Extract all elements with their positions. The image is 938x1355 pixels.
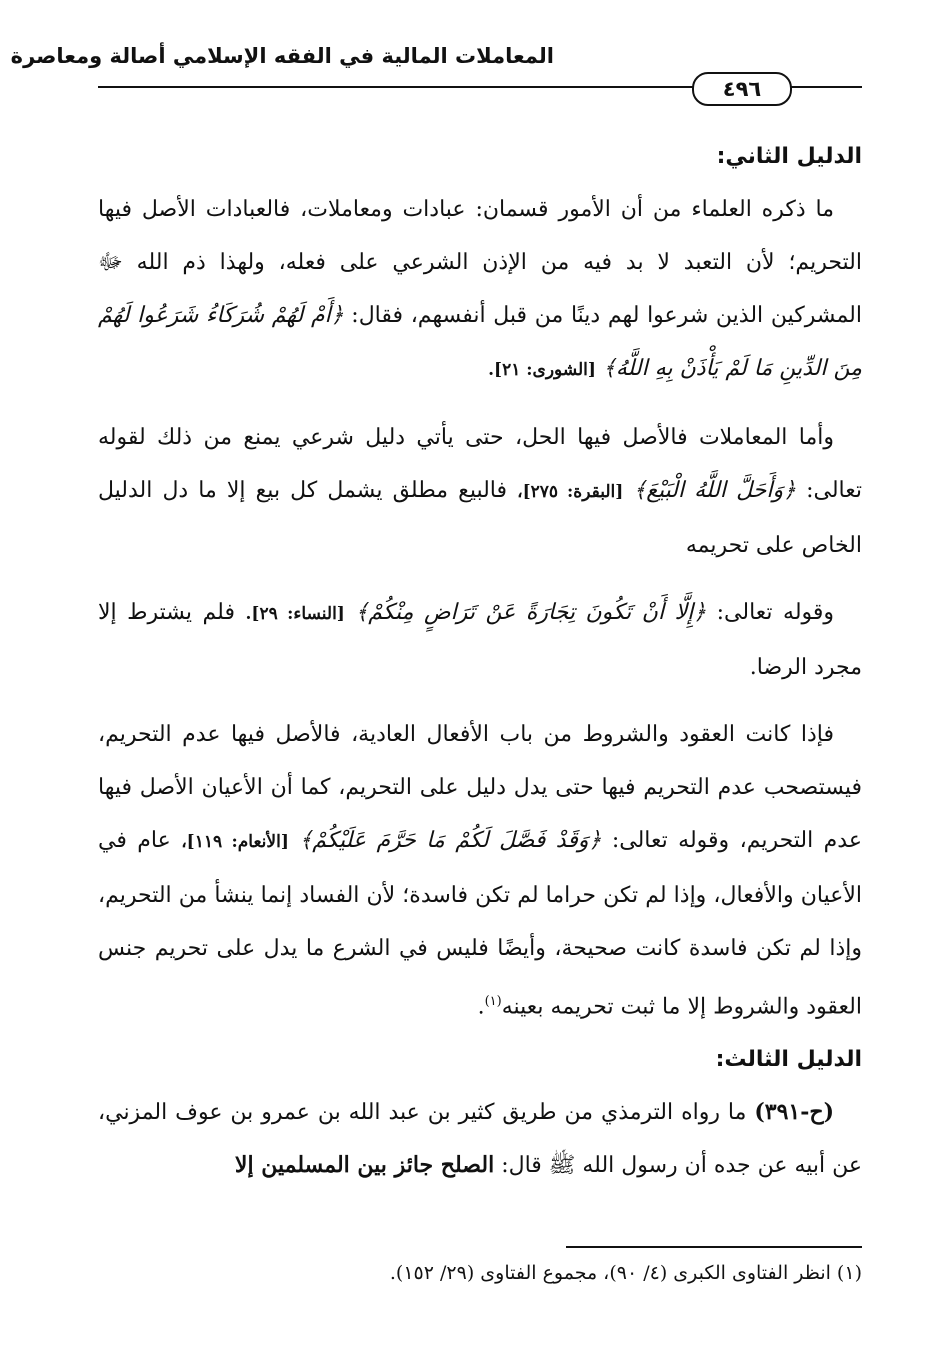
verse-reference: [النساء: ٢٩]. [245,604,345,624]
footnote-separator [566,1246,862,1248]
hadith-text-bold: الصلح جائز بين المسلمين إلا [234,1152,495,1179]
paragraph-2 [98,411,862,572]
p4-text-a: فإذا كانت العقود والشروط من باب الأفعال العادية، فالأصل فيها عدم التحريم، فيستصحب عدم التحريم فيها حتى يدل دليل على التحريم، كما أن الأعيان الأصل فيها عدم التحريم، وقوله تعالى: [98,722,862,853]
page-number: ٤٩٦ [692,72,792,106]
verse-reference: [البقرة: ٢٧٥]، [517,482,624,502]
p1-text: ما ذكره العلماء من أن الأمور قسمان: عبادات ومعاملات، فالعبادات الأصل فيها التحريم؛ لأن التعبد لا بد فيه من الإذن الشرعي على فعله، ولهذا ذم الله ﷻ المشركين الذين شرعوا لهم دينًا من قبل أنفسهم، فقال: [98,197,862,328]
p4-end: . [477,994,485,1020]
paragraph-3 [98,586,862,694]
quran-verse-shura: ﴿أَمْ لَهُمْ شُرَكَاءُ شَرَعُوا لَهُمْ مِنَ الدِّينِ مَا لَمْ يَأْذَنْ بِهِ اللَّهُ﴾ [98,303,862,381]
paragraph-1 [98,183,862,397]
p3-text-b: فلم يشترط إلا مجرد الرضا. [98,600,862,680]
p4-text-b: عام في الأعيان والأفعال، وإذا لم تكن حراما لم تكن فاسدة؛ لأن الفساد إنما ينشأ من التحريم، وإذا لم تكن فاسدة كانت صحيحة، وأيضًا فليس في الشرع ما يدل على تحريم جنس العقود والشروط إلا ما ثبت تحريمه بعينه [98,828,862,1020]
quran-verse-baqarah: ﴿وَأَحَلَّ اللَّهُ الْبَيْعَ﴾ [633,478,796,503]
quran-verse-nisa: ﴿إِلَّا أَنْ تَكُونَ تِجَارَةً عَنْ تَرَاضٍ مِنْكُمْ﴾ [355,600,707,625]
paragraph-4 [98,708,862,1033]
hadith-number: (ح-٣٩١) [754,1099,834,1126]
main-text [98,130,862,1192]
verse-reference: [الأنعام: ١١٩]، [181,832,289,852]
p3-text-a: وقوله تعالى: [716,600,835,625]
heading-second-evidence: الدليل الثاني: [716,144,862,169]
heading-third-evidence: الدليل الثالث: [715,1047,862,1073]
footnote-marker: (١) [484,994,502,1009]
verse-reference: [الشورى: ٢١]. [488,360,596,380]
running-header-title: المعاملات المالية في الفقه الإسلامي أصالة ومعاصرة [10,44,554,68]
quran-verse-anam: ﴿وَقَدْ فَصَّلَ لَكُمْ مَا حَرَّمَ عَلَيْكُمْ﴾ [299,828,602,853]
p5-text: ما رواه الترمذي من طريق كثير بن عبد الله بن عمرو بن عوف المزني، عن أبيه عن جده أن رسول الله ﷺ قال: [98,1100,862,1179]
footnote-1: (١) انظر الفتاوى الكبرى (٤/ ٩٠)، مجموع الفتاوى (٢٩/ ١٥٢). [389,1262,862,1284]
p2-text-a: وأما المعاملات فالأصل فيها الحل، حتى يأتي دليل شرعي يمنع من ذلك لقوله تعالى: [98,425,862,503]
paragraph-5 [98,1086,862,1192]
p2-text-b: فالبيع مطلق يشمل كل بيع إلا ما دل الدليل الخاص على تحريمه [98,478,862,558]
